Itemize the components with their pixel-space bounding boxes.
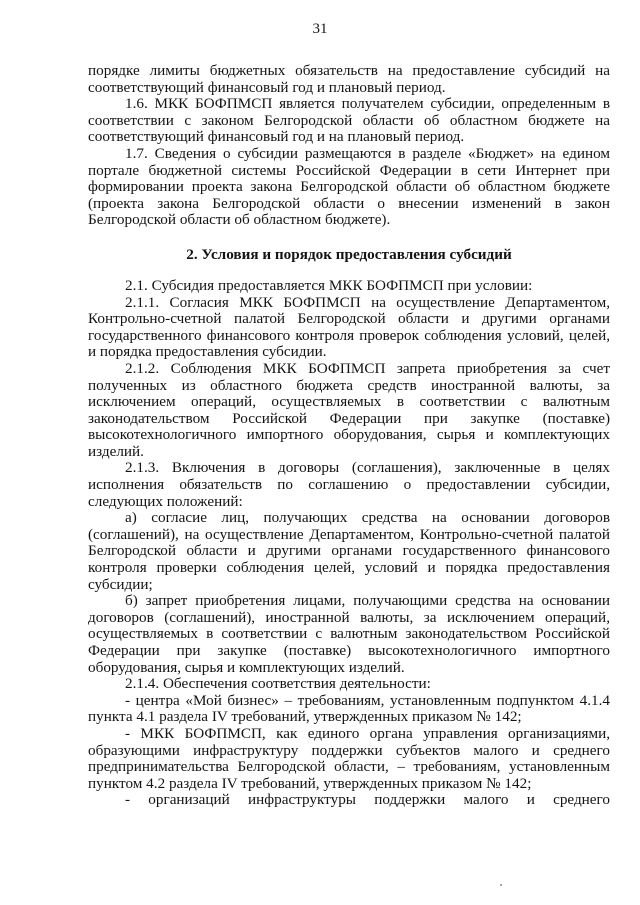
paragraph-2-1-3-b: б) запрет приобретения лицами, получающими средства на основании договоров (соглашений), иностранной валюты, за исключением операций, осуществляемых в соответствии с валютным законодательством Российской Федерации при закупке (поставке) высокотехнологичного импортного оборудования, сырья и комплектующих изделий. [88,592,610,676]
list-item-moy-biznes: - центра «Мой бизнес» – требованиям, установленным подпунктом 4.1.4 пункта 4.1 раздела IV требований, утвержденных приказом № 142; [88,691,610,726]
list-item-infrastructure-orgs: - организаций инфраструктуры поддержки малого и среднего [125,791,610,809]
paragraph-2-1-1: 2.1.1. Согласия МКК БОФПМСП на осуществление Департаментом, Контрольно-счетной палатой Белгородской области и другими органами государственного финансового контроля проверок соблюдения условий, целей, и порядка предоставления субсидии. [88,293,610,361]
paragraph-2-1-3-a: а) согласие лиц, получающих средства на основании договоров (соглашений), на осуществление Департаментом, Контрольно-счетной палатой Белгородской области и другими органами государственного финансового контроля проверки соблюдения целей, условий и порядка предоставления субсидии; [88,509,610,593]
list-item-mkk-bofpmsp: - МКК БОФПМСП, как единого органа управления организациями, образующими инфраструктуру поддержки субъектов малого и среднего предпринимательства Белгородской области, – требованиям, установленным пунктом 4.2 раздела IV требований, утвержденных приказом № 142; [88,724,610,792]
paragraph-limits-continuation: порядке лимиты бюджетных обязательств на предоставление субсидий на соответствующий финансовый год и плановый период. [88,62,610,96]
page-number: 31 [312,21,328,37]
paragraph-2-1: 2.1. Субсидия предоставляется МКК БОФПМСП при условии: [125,276,533,294]
paragraph-2-1-3: 2.1.3. Включения в договоры (соглашения), заключенные в целях исполнения обязательств по соглашению о предоставлении субсидии, следующих положений: [88,459,610,510]
section-heading-2: 2. Условия и порядок предоставления субсидий [186,245,512,263]
scan-speck [500,884,502,886]
paragraph-1-6: 1.6. МКК БОФПМСП является получателем субсидии, определенным в соответствии с законом Белгородской области об областном бюджете на соответствующий финансовый год и на плановый период. [88,95,610,146]
document-body [88,63,610,809]
paragraph-2-1-2: 2.1.2. Соблюдения МКК БОФПМСП запрета приобретения за счет полученных из областного бюджета средств иностранной валюты, за исключением операций, осуществляемых в соответствии с валютным законодательством Российской Федерации при закупке (поставке) высокотехнологичного импортного оборудования, сырья и комплектующих изделий. [88,359,610,460]
paragraph-2-1-4: 2.1.4. Обеспечения соответствия деятельности: [125,675,431,693]
paragraph-1-7: 1.7. Сведения о субсидии размещаются в разделе «Бюджет» на едином портале бюджетной системы Российской Федерации в сети Интернет при формировании проекта закона Белгородской области об областном бюджете (проекта закона Белгородской области о внесении изменений в закон Белгородской области об областном бюджете). [88,144,610,229]
